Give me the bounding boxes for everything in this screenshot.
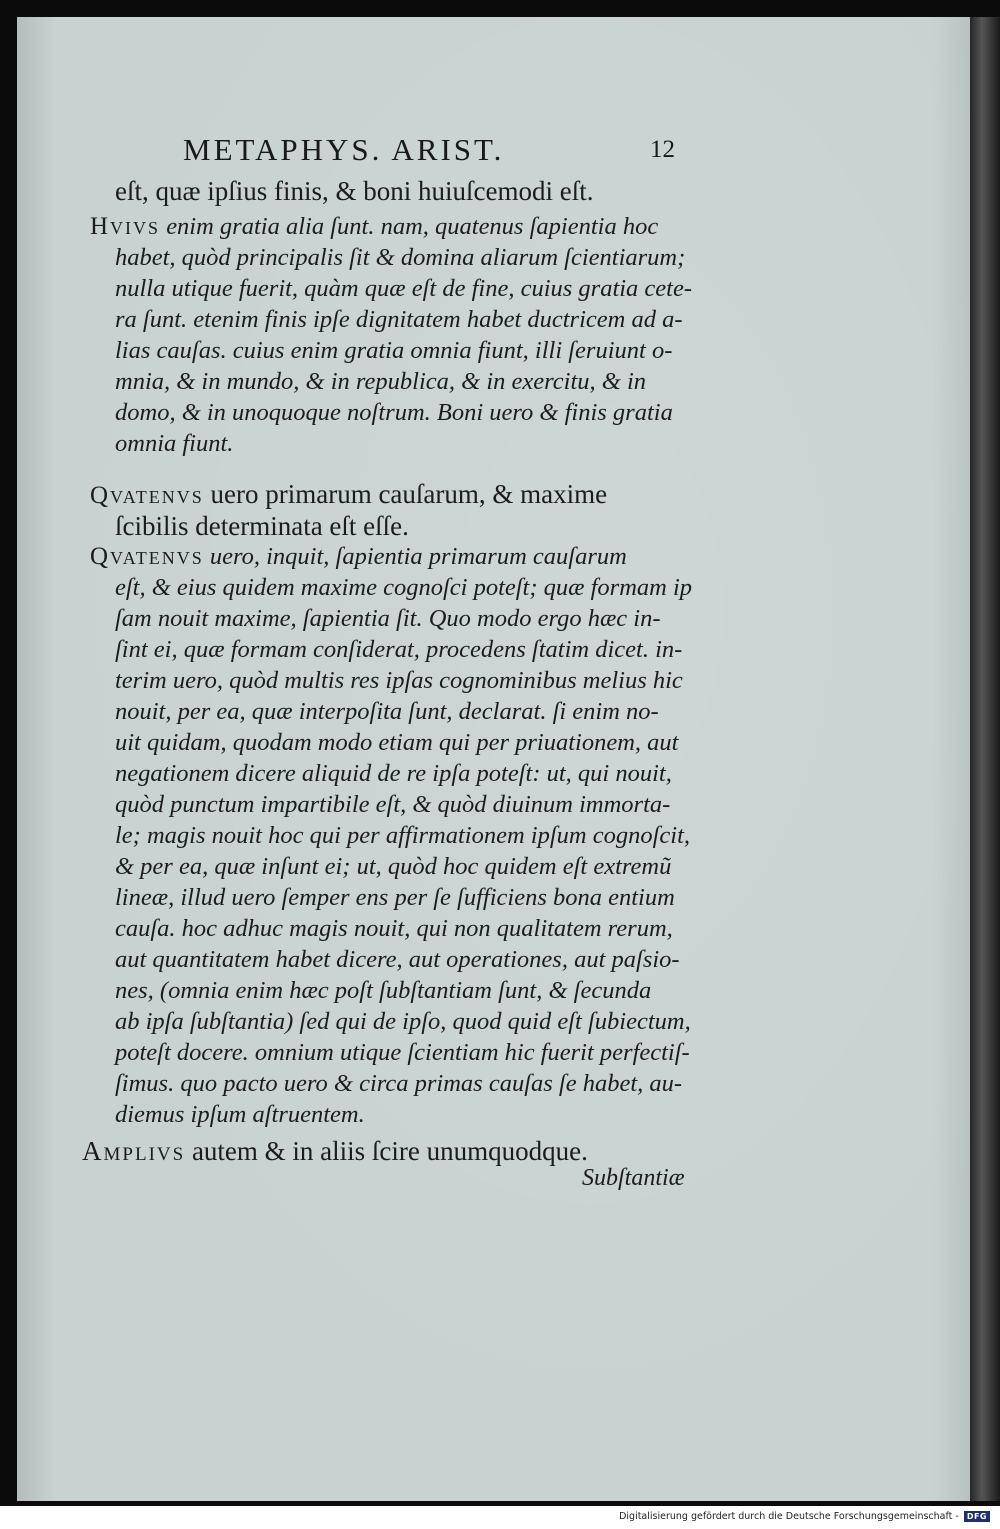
text-line: ſint ei, quæ formam conſiderat, procedens ſtatim dicet. in- <box>115 636 683 663</box>
text-line: diemus ipſum aſtruentem. <box>115 1101 365 1128</box>
page-edge <box>970 17 1000 1501</box>
text-line: Qvatenvs uero primarum cauſarum, & maxime <box>90 479 608 509</box>
text-line: terim uero, quòd multis res ipſas cognominibus melius hic <box>115 667 683 694</box>
text-line: eſt, quæ ipſius finis, & boni huiuſcemodi eſt. <box>115 176 594 206</box>
lead-word: Qvatenvs <box>90 543 204 570</box>
commentary-paragraph-2 <box>90 541 692 1130</box>
credit-text: Digitalisierung gefördert durch die Deutsche Forschungsgemeinschaft - <box>619 1511 959 1522</box>
text-line: poteſt docere. omnium utique ſcientiam hic fuerit perfectiſ- <box>115 1039 690 1066</box>
text-line: Hvivs enim gratia alia ſunt. nam, quatenus ſapientia hoc <box>90 213 659 240</box>
page-number: 12 <box>650 136 675 163</box>
text-paragraph-3 <box>82 1136 588 1167</box>
text-line: lineæ, illud uero ſemper ens per ſe ſufficiens bona entium <box>115 884 675 911</box>
text-line: nulla utique fuerit, quàm quæ eſt de fine, cuius gratia cete- <box>115 275 693 302</box>
text-line: ra ſunt. etenim finis ipſe dignitatem habet ductricem ad a- <box>115 306 683 333</box>
text-line: ſimus. quo pacto uero & circa primas cauſas ſe habet, au- <box>115 1070 683 1097</box>
catchword: Subſtantiæ <box>582 1165 685 1191</box>
text-line: omnia fiunt. <box>115 430 234 457</box>
dfg-logo: DFG <box>964 1511 990 1522</box>
lead-word: Amplivs <box>82 1136 186 1166</box>
text-line: nouit, per ea, quæ interpoſita ſunt, declarat. ſi enim no- <box>115 698 659 725</box>
text-line: negationem dicere aliquid de re ipſa poteſt: ut, qui nouit, <box>115 760 672 787</box>
text-line: aut quantitatem habet dicere, aut operationes, aut paſsio- <box>115 946 680 973</box>
text-line: cauſa. hoc adhuc magis nouit, qui non qualitatem rerum, <box>115 915 673 942</box>
commentary-paragraph-1 <box>90 211 692 459</box>
text-line: nes, (omnia enim hæc poſt ſubſtantiam ſunt, & ſecunda <box>115 977 652 1004</box>
text-line: ſam nouit maxime, ſapientia ſit. Quo modo ergo hæc in- <box>115 605 661 632</box>
text-line: quòd punctum impartibile eſt, & quòd diuinum immorta- <box>115 791 671 818</box>
text-line: lias cauſas. cuius enim gratia omnia fiunt, illi ſeruiunt o- <box>115 337 673 364</box>
digitization-credit <box>619 1511 990 1522</box>
text-line: ſcibilis determinata eſt eſſe. <box>115 511 409 541</box>
text-paragraph-2 <box>90 479 607 542</box>
text-line: Amplivs autem & in aliis ſcire unumquodque. <box>82 1136 588 1166</box>
lead-word: Hvivs <box>90 213 161 240</box>
text-line: Qvatenvs uero, inquit, ſapientia primarum cauſarum <box>90 543 627 570</box>
text-line: le; magis nouit hoc qui per affirmationem ipſum cognoſcit, <box>115 822 691 849</box>
text-line: habet, quòd principalis ſit & domina aliarum ſcientiarum; <box>115 244 686 271</box>
lead-word: Qvatenvs <box>90 482 204 509</box>
text-line: & per ea, quæ inſunt ei; ut, quòd hoc quidem eſt extremũ <box>115 853 672 880</box>
running-title: METAPHYS. ARIST. <box>183 132 505 167</box>
text-paragraph-1 <box>115 176 593 207</box>
text-line: uit quidam, quodam modo etiam qui per priuationem, aut <box>115 729 679 756</box>
text-line: domo, & in unoquoque noſtrum. Boni uero & finis gratia <box>115 399 673 426</box>
text-line: mnia, & in mundo, & in republica, & in exercitu, & in <box>115 368 646 395</box>
text-line: ab ipſa ſubſtantia) ſed qui de ipſo, quod quid eſt ſubiectum, <box>115 1008 691 1035</box>
text-line: eſt, & eius quidem maxime cognoſci poteſt; quæ formam ip <box>115 574 693 601</box>
